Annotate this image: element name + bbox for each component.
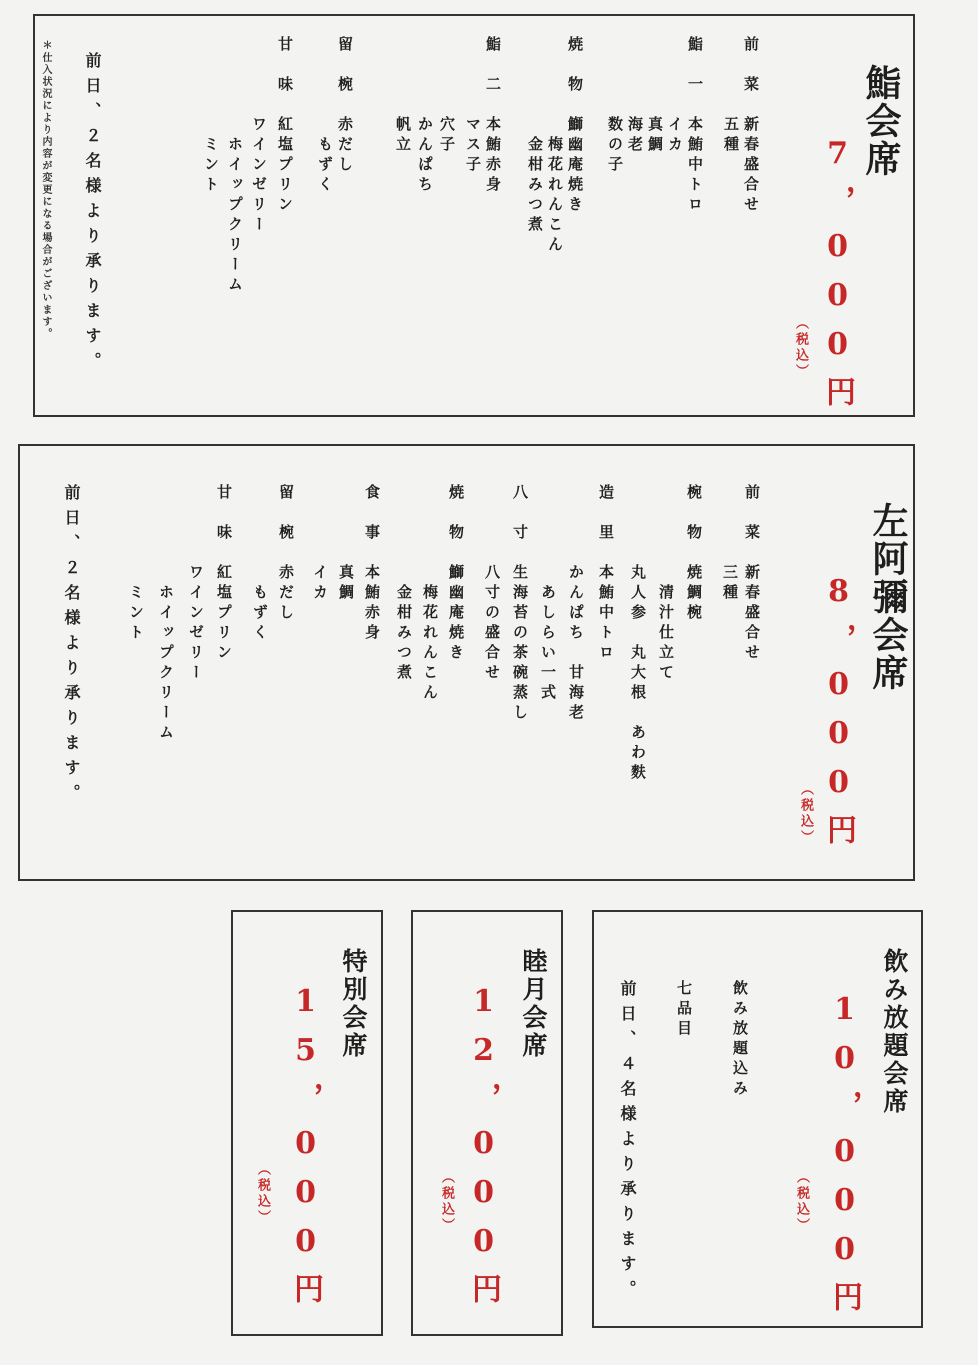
menu-line: マス子 — [464, 36, 482, 176]
menu-line: 焼 物 鰤幽庵焼き — [566, 36, 584, 216]
menu-line: 穴子 — [438, 36, 456, 156]
menu-line: 焼 物 鰤幽庵焼き — [447, 484, 465, 664]
nomihodai-kaiseki-courses: 七品目 — [675, 980, 693, 1040]
menu-line: 八寸の盛合せ — [483, 484, 501, 684]
menu-line: 甘 味 紅塩プリン — [276, 36, 294, 216]
sushi-kaiseki-section — [33, 14, 915, 420]
menu-line: 八 寸 生海苔の茶碗蒸し — [511, 484, 529, 724]
menu-line: 三種 — [721, 484, 739, 604]
menu-line: ミント — [202, 36, 220, 196]
menu-line: ミント — [127, 484, 145, 644]
menu-line: 前 菜 新春盛合せ — [743, 484, 761, 664]
sushi-kaiseki-stock-note: ＊仕入状況により内容が変更になる場合がございます。 — [40, 40, 51, 340]
tokubetsu-kaiseki-tax: （税込） — [255, 1162, 270, 1226]
menu-line: ワインゼリー — [250, 36, 268, 236]
menu-line: ホイップクリーム — [157, 484, 175, 744]
tokubetsu-kaiseki-section — [231, 910, 383, 1336]
menu-line: 梅花れんこん — [421, 484, 439, 704]
menu-line: 椀 物 焼鯛椀 — [685, 484, 703, 624]
menu-line: 梅花れんこん — [546, 36, 564, 256]
sushi-kaiseki-tax: （税込） — [793, 316, 808, 380]
menu-line: もずく — [316, 36, 334, 196]
nomihodai-kaiseki-title: 飲み放題会席 — [880, 948, 909, 1116]
tokubetsu-kaiseki-title: 特別会席 — [339, 948, 368, 1060]
menu-line: かんぱち — [416, 36, 434, 196]
sushi-kaiseki-price: 7，000円 — [820, 136, 855, 420]
menu-line: 留 椀 赤だし — [277, 484, 295, 624]
menu-line: 造 里 本鮪中トロ — [597, 484, 615, 664]
menu-line: 金柑みつ煮 — [395, 484, 413, 684]
saami-kaiseki-tax: （税込） — [798, 782, 813, 846]
menu-line: ホイップクリーム — [226, 36, 244, 296]
sushi-kaiseki-reservation-note: 前日、２名様より承ります。 — [83, 52, 102, 377]
menu-line: 清汁仕立て — [657, 484, 675, 684]
menu-line: 前 菜 新春盛合せ — [742, 36, 760, 216]
mutsuki-kaiseki-section — [411, 910, 563, 1336]
menu-line: 鮨 一 本鮪中トロ — [686, 36, 704, 216]
menu-line: 数の子 — [606, 36, 624, 176]
nomihodai-kaiseki-section — [592, 910, 923, 1328]
menu-line: 真鯛 — [337, 484, 355, 604]
mutsuki-kaiseki-tax: （税込） — [439, 1170, 454, 1234]
menu-line: イカ — [311, 484, 329, 604]
saami-kaiseki-price: 8，000円 — [821, 574, 856, 858]
menu-line: イカ — [666, 36, 684, 156]
tokubetsu-kaiseki-price: 15，000円 — [288, 984, 323, 1317]
menu-line: 甘 味 紅塩プリン — [215, 484, 233, 664]
nomihodai-kaiseki-reservation-note: 前日、４名様より承ります。 — [618, 980, 637, 1305]
mutsuki-kaiseki-title: 睦月会席 — [519, 948, 548, 1060]
menu-line: 丸人参 丸大根 あわ麩 — [629, 484, 647, 784]
menu-line: 帆立 — [394, 36, 412, 156]
menu-line: 留 椀 赤だし — [336, 36, 354, 176]
sushi-kaiseki-title: 鮨会席 — [860, 64, 901, 178]
menu-line: 真鯛 — [646, 36, 664, 156]
mutsuki-kaiseki-price: 12，000円 — [466, 984, 501, 1317]
saami-kaiseki-section — [18, 444, 915, 881]
menu-line: 海老 — [626, 36, 644, 156]
saami-kaiseki-title: 左阿彌会席 — [867, 502, 908, 692]
nomihodai-kaiseki-price: 10，000円 — [827, 992, 862, 1325]
nomihodai-kaiseki-drinks-included: 飲み放題込み — [731, 980, 749, 1100]
saami-kaiseki-reservation-note: 前日、２名様より承ります。 — [62, 484, 81, 809]
menu-line: ワインゼリー — [187, 484, 205, 684]
nomihodai-kaiseki-tax: （税込） — [794, 1170, 809, 1234]
menu-line: かんぱち 甘海老 — [567, 484, 585, 724]
menu-line: もずく — [251, 484, 269, 644]
menu-line: 食 事 本鮪赤身 — [363, 484, 381, 644]
menu-line: 鮨 二 本鮪赤身 — [484, 36, 502, 196]
menu-line: 金柑みつ煮 — [526, 36, 544, 236]
menu-line: 五種 — [722, 36, 740, 156]
menu-line: あしらい一式 — [539, 484, 557, 704]
